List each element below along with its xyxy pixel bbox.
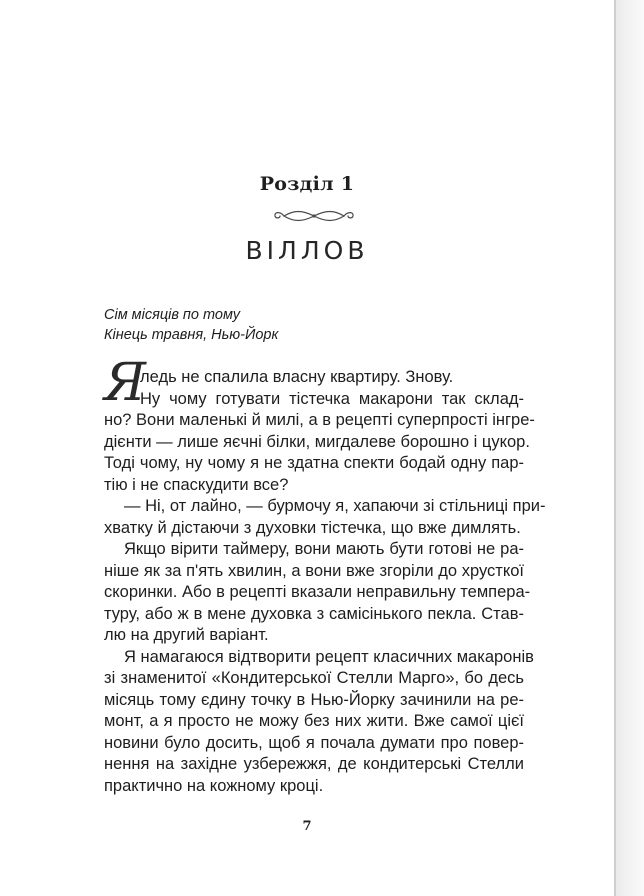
epigraph (104, 305, 278, 345)
text-line: дієнти — лише яєчні білки, мигдалеве борошно і цукор. (104, 432, 530, 451)
body-text (104, 353, 546, 797)
text-line: ніше як за п'ять хвилин, а вони вже згоріли до хрусткої (104, 561, 524, 580)
text-line: Ну чому готувати тістечка макарони так склад- (140, 389, 524, 408)
chapter-title: ВІЛЛОВ (245, 236, 369, 265)
text-line: но? Вони маленькі й милі, а в рецепті суперпрості інгре- (104, 411, 535, 429)
page-number: 7 (302, 819, 312, 834)
text-line: новини було досить, щоб я почала думати про повер- (104, 733, 524, 752)
text-line: Якщо вірити таймеру, вони мають бути готові не ра- (124, 540, 524, 558)
text-line: туру, або ж в мене духовка з самісінького пекла. Став- (104, 604, 524, 623)
text-line: нення на західне узбережжя, де кондитерські Стелли (104, 755, 524, 773)
text-line: монт, а я просто не можу без них жити. Вже самої цієї (104, 712, 524, 730)
ornament-divider-icon (272, 208, 356, 224)
text-line: скоринки. Або в рецепті вказали неправильну темпера- (104, 583, 531, 601)
epigraph-time: Сім місяців по тому (104, 307, 241, 323)
chapter-label: Розділ 1 (259, 173, 355, 195)
text-line: лю на другий варіант. (104, 626, 269, 644)
text-line: тію і не спаскудити все? (104, 475, 289, 494)
text-line: — Ні, от лайно, — бурмочу я, хапаючи зі стільниці при- (124, 497, 546, 515)
page-edge (614, 0, 644, 896)
text-line: практично на кожному кроці. (104, 776, 324, 795)
dropcap: Я (104, 353, 146, 413)
text-line: місяць тому єдину точку в Нью-Йорку зачинили на ре- (104, 690, 524, 709)
text-line: Тоді чому, ну чому я не здатна спекти бодай одну пар- (104, 454, 524, 472)
text-line: зі знаменитої «Кондитерської Стелли Марго», бо десь (104, 669, 524, 687)
text-line: ледь не спалила власну квартиру. Знову. (140, 368, 454, 386)
text-line: хватку й дістаючи з духовки тістечка, що вже димлять. (104, 518, 521, 537)
text-line: Я намагаюся відтворити рецепт класичних макаронів (124, 647, 534, 666)
epigraph-place: Кінець травня, Нью-Йорк (104, 327, 279, 343)
